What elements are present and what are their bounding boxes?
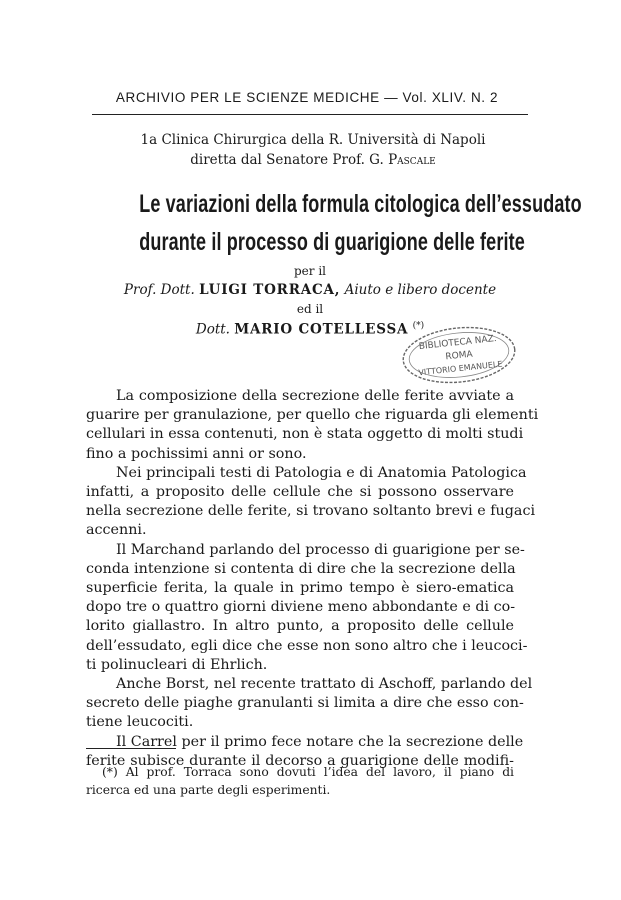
p2-line-1: Nei principali testi di Patologia e di Anatomia Patologica — [116, 464, 527, 481]
author-1-title: Prof. Dott. — [123, 282, 195, 298]
institution-director-name: Pascale — [388, 152, 436, 168]
p2-line-4: accenni. — [86, 522, 147, 539]
stamp-line-3: VITTORIO EMANUELE — [417, 359, 503, 378]
p2-line-3: nella secrezione delle ferite, si trovano soltanto brevi e fugaci — [86, 503, 536, 520]
paragraph-1 — [86, 387, 539, 464]
footnote-line-2: ricerca ed una parte degli esperimenti. — [86, 783, 331, 797]
institution-line-2 — [138, 152, 488, 168]
p1-line-4: fino a pochissimi anni or sono. — [86, 445, 307, 462]
footnote — [86, 763, 514, 799]
article-title-line-1: Le variazioni della formula citologica dell’essudato — [139, 190, 582, 218]
p3-line-1: Il Marchand parlando del processo di guarigione per se- — [116, 541, 525, 558]
p5-line-1: Il Carrel per il primo fece notare che la secrezione delle — [116, 733, 524, 750]
p3-line-4: dopo tre o quattro giorni diviene meno abbondante e di co- — [86, 599, 516, 616]
header-rule — [92, 114, 528, 115]
p3-line-7: ti polinucleari di Ehrlich. — [86, 656, 268, 673]
paragraph-3 — [86, 541, 528, 675]
footnote-line-1: (*) Al prof. Torraca sono dovuti l’idea del lavoro, il piano di — [102, 765, 514, 779]
footnote-rule — [86, 748, 176, 749]
paragraph-2 — [86, 464, 536, 541]
author-1-role: Aiuto e libero docente — [344, 282, 497, 298]
p1-line-3: cellulari in essa contenuti, non è stata oggetto di molti studi — [86, 426, 524, 443]
article-title-line-2: durante il processo di guarigione delle ferite — [139, 228, 525, 256]
p2-line-2: infatti, a proposito delle cellule che si possono osservare — [86, 484, 514, 501]
library-stamp — [397, 319, 521, 391]
p3-line-5: lorito giallastro. In altro punto, a proposito delle cellule — [86, 618, 514, 635]
paragraph-4 — [86, 675, 533, 733]
stamp-line-1: BIBLIOTECA NAZ. — [418, 334, 498, 353]
institution-director-prefix: diretta dal Senatore Prof. G. — [190, 152, 384, 168]
byline-per: per il — [293, 264, 326, 278]
body-text — [86, 387, 539, 771]
author-1 — [100, 282, 520, 298]
author-2-footnote-mark: (*) — [412, 321, 425, 331]
p4-line-2: secreto delle piaghe granulanti si limita a dire che esso con- — [86, 695, 524, 712]
p4-line-3: tiene leucociti. — [86, 714, 194, 731]
author-2-title: Dott. — [195, 321, 230, 338]
stamp-line-2: ROMA — [445, 349, 474, 363]
byline-ed: ed il — [296, 302, 324, 316]
p1-line-1: La composizione della secrezione delle ferite avviate a — [116, 388, 514, 404]
journal-header: ARCHIVIO PER LE SCIENZE MEDICHE — Vol. XLIV. N. 2 — [115, 90, 499, 105]
p3-line-3: superficie ferita, la quale in primo tempo è siero-ematica — [86, 580, 514, 597]
author-1-name: LUIGI TORRACA, — [199, 282, 341, 298]
p3-line-2: conda intenzione si contenta di dire che la secrezione della — [86, 560, 516, 577]
p5-line-2: ferite subisce durante il decorso a guarigione delle modifi- — [86, 752, 514, 769]
author-2-name: MARIO COTELLESSA — [234, 321, 409, 338]
p1-line-2: guarire per granulazione, per quello che riguarda gli elementi — [86, 407, 539, 424]
p3-line-6: dell’essudato, egli dice che esse non sono altro che i leucoci- — [86, 637, 528, 654]
p4-line-1: Anche Borst, nel recente trattato di Aschoff, parlando del — [116, 676, 533, 693]
institution-line-1: 1a Clinica Chirurgica della R. Università di Napoli — [140, 132, 486, 148]
